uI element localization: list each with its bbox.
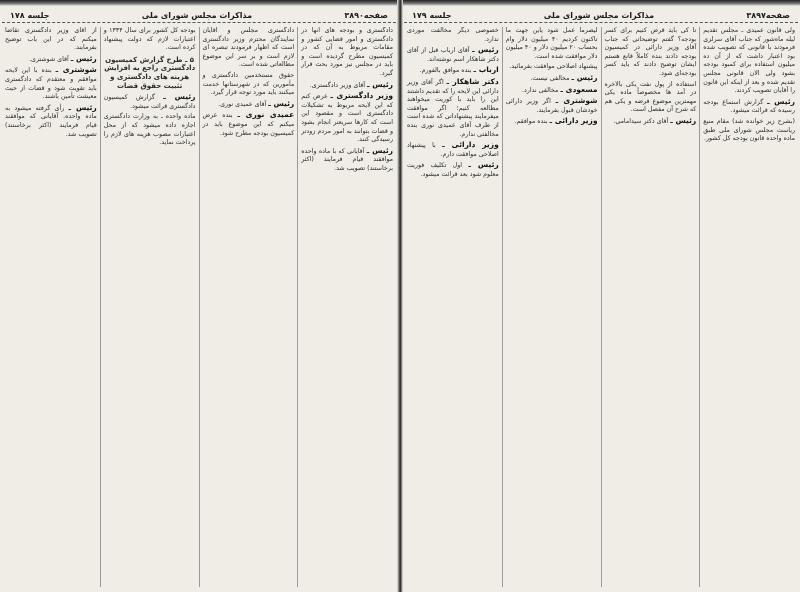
running-title: مذاکرات مجلس شورای ملی	[141, 10, 253, 20]
paragraph-text: آقایانی که با ماده واحده موافقند قیام فرمایند (اکثر برخاستند) تصویب شد.	[301, 147, 393, 172]
speaker-name: وزیر دادگستری ـ	[330, 91, 393, 101]
speaker-name: ارباب ـ	[473, 65, 499, 75]
right-page-columns	[404, 27, 798, 587]
book-gutter	[397, 0, 403, 592]
text-column	[2, 27, 100, 587]
paragraph-text: حقوق مستخدمین دادگستری و مأمورین که در شهرستانها خدمت میکنند باید مورد توجه قرار گیرد.	[202, 71, 295, 97]
paragraph	[605, 27, 697, 79]
paragraph-text: بنده موافق بالفورم.	[419, 67, 472, 75]
paragraph	[203, 72, 295, 98]
paragraph-text: لیصرما عمل شود یاین جهت ما تاکنون کردیم ۴۰ میلیون دلار وام بحساب ۲۰ میلیون دلار و ۴۰ میلیون دلار موافقت شده است.	[505, 27, 598, 60]
paragraph	[506, 63, 598, 72]
paragraph	[506, 117, 598, 127]
paragraph	[407, 78, 499, 139]
paragraph-text: بنده موافقم.	[514, 118, 548, 126]
paragraph	[407, 27, 499, 44]
paragraph	[407, 141, 499, 159]
paragraph-text: اگر آقای وزیر دارائی این لایحه را که تقدیم داشتند این را باید با کوریت میخواهند مطالعه کنیم؛ اگر موافقت میفرمایند پیشنهاداتی که شده است از طرف آقای عمیدی نوری بنده مخالفتی ندارم.	[407, 78, 499, 138]
section-heading: ۵ ـ طرح گزارش کمیسیون دادگستری راجع به افزایش هزینه های دادگستری و تثبیت حقوق قضات	[104, 55, 196, 90]
speaker-name: رئیس ـ	[472, 45, 499, 55]
right-page	[404, 8, 798, 592]
paragraph	[703, 27, 795, 96]
paragraph	[5, 55, 97, 65]
speaker-name: رئیس ـ	[366, 145, 393, 155]
speaker-name: مسعودی ـ	[560, 84, 598, 94]
speaker-name: وزیر دارائی ـ	[549, 116, 598, 126]
paragraph	[703, 118, 795, 144]
paragraph-text: بنده عرض میکنم که این موضوع باید در کمیسیون بودجه مطرح شود.	[202, 112, 295, 137]
speaker-name: رئیس ـ	[571, 72, 598, 82]
paragraph	[407, 161, 499, 179]
paragraph	[203, 111, 295, 138]
paragraph	[203, 27, 295, 70]
paragraph-text: خصوصی دیگر مخالفت موردی ندارد.	[407, 27, 499, 43]
paragraph	[605, 117, 697, 127]
paragraph-text: آقای ارباب قبل از آقای دکتر شاهکار اسم نوشته‌اند.	[407, 47, 499, 63]
speaker-name: عمیدی نوری ـ	[237, 110, 295, 120]
paragraph	[605, 81, 697, 115]
speaker-name: رئیس ـ	[268, 98, 295, 108]
paragraph-text: دادگستری و بودجه های آنها در دادگستری و امور قضایی کشور و مقامات مربوط به آن که در کمیسیون مطرح گردیده است و باید در مجلس نیز مورد بحث قرار گیرد.	[301, 27, 393, 77]
speaker-name: رئیس ـ	[70, 53, 97, 63]
page-number: صفحه۳۸۹۷	[746, 10, 790, 20]
speaker-name: رئیس ـ	[767, 96, 795, 106]
paragraph-text: رأی گرفته میشود به ماده واحده. آقایانی که موافقند قیام فرمایند (اکثر برخاستند) تصویب شد.	[5, 104, 97, 138]
paragraph-text: اول تکلیف فوریت معلوم شود بعد قرائت میشود.	[407, 162, 499, 178]
page-number: صفحه۳۸۹۰	[344, 10, 388, 20]
paragraph-text: ماده واحده ـ به وزارت دادگستری اجازه داده میشود که از محل اعتبارات مصوب هزینه های لازم را پرداخت نماید.	[103, 113, 196, 147]
paragraph-text: اگر وزیر دارائی خودشان قبول بفرمایند.	[505, 98, 598, 114]
paragraph	[703, 98, 795, 116]
right-page-header	[404, 8, 798, 23]
paragraph-text: پیشنهاد اصلاحی موافقت بفرمائید.	[509, 63, 598, 71]
paragraph	[301, 147, 393, 174]
paragraph-text: مخالفی ندارد.	[522, 86, 559, 94]
text-column	[404, 27, 502, 587]
text-column	[297, 27, 396, 587]
paragraph	[203, 100, 295, 110]
speaker-name: رئیس ـ	[163, 92, 196, 102]
paragraph-text: گزارش کمیسیون دادگستری قرائت میشود.	[103, 94, 196, 110]
speaker-name: شوشتری ـ	[555, 96, 598, 106]
paragraph	[5, 104, 97, 139]
paragraph-text: دادگستری مجلس و آقایان نمایندگان محترم وزیر دادگستری است که اظهار فرمودند تبصره ای لازم است و بر سر این موضوع مطالعاتی شده است.	[202, 27, 295, 69]
paragraph-text: استفاده از پول نفت یکی بالاخره در آمد ها مخصوصاً ماده یکی مهمترین موضوع فرضه و یکی هم که شرح آن مفصل است.	[604, 80, 697, 114]
paragraph-text: بنده با این لایحه موافقم و معتقدم که دادگستری باید تقویت شود و قضات از حیث معیشت تأمین باشند.	[5, 67, 97, 101]
speaker-name: رئیس ـ	[68, 102, 97, 112]
paragraph	[5, 66, 97, 101]
speaker-name: وزیر دارائی ـ	[442, 140, 499, 150]
paragraph-text: ولی قانون عمیدی ـ مجلس تقدیم لیله ماه‌شور که جناب آقای سرلزی فرمودند با قانونی که تصویب شده بود اعتبار داشت که از آن ده میلیون استفاده برای کمبود بودجه بشود ولی الان قانونی مجلس تقدیم شده و بعد از اینکه این قانون را آقایان تصویب کردند.	[703, 27, 795, 95]
left-page	[2, 8, 396, 592]
paragraph	[104, 113, 196, 147]
paragraph	[506, 97, 598, 115]
paragraph-text: عرض کنم که این لایحه مربوط به تشکیلات دادگستری است و مقصود این است که کارها سریعتر انجام بشود و قضات بتوانند به امور مردم زودتر رسیدگی کنند.	[301, 93, 393, 144]
speaker-name: رئیس ـ	[367, 79, 393, 89]
speaker-name: رئیس ـ	[468, 160, 499, 170]
session-number: جلسه ۱۷۹	[412, 10, 452, 20]
paragraph-text: بودجه کل کشور برای سال ۱۳۳۴ و اعتبارات لازم که دولت پیشنهاد کرده است.	[103, 27, 196, 52]
paragraph	[5, 27, 97, 53]
paragraph	[104, 27, 196, 53]
paragraph-text: تا کی باید قرض کنیم برای کسر بودجه؟ گفتم توضیحاتی که جناب آقای وزیر دارائی در کمیسیون بودجه دادند بنده کاملاً قانع هستم ایشان توضیح دادند که باید کسر بودجه‌ای شود.	[604, 27, 697, 77]
paragraph-text: گزارش استماع بودجه رسیده که قرائت میشود.	[703, 98, 795, 115]
paragraph-text: با پیشنهاد اصلاحی موافقت دارم.	[407, 142, 499, 158]
speaker-name: دکتر شاهکار ـ	[446, 76, 499, 86]
text-column	[502, 27, 601, 587]
text-column	[699, 27, 798, 587]
paragraph	[301, 81, 393, 91]
paragraph-text: آقای شوشتری.	[29, 55, 69, 63]
paragraph-text: آقای دکتر سیدامامی.	[613, 117, 669, 125]
paragraph-text: آقای وزیر دادگستری.	[309, 81, 365, 89]
paragraph-text: آقای عمیدی نوری.	[218, 100, 267, 108]
text-column	[199, 27, 298, 587]
paragraph	[506, 86, 598, 96]
left-page-header	[2, 8, 396, 23]
speaker-name: رئیس ـ	[670, 115, 697, 125]
paragraph	[301, 92, 393, 145]
paragraph	[407, 66, 499, 76]
session-number: جلسه ۱۷۸	[10, 10, 50, 20]
paragraph	[301, 27, 393, 79]
paragraph	[506, 74, 598, 84]
paragraph	[506, 27, 598, 61]
paragraph-text: (بشرح زیر خوانده شد) مقام منیع ریاست مجلس شورای ملی طبق ماده واحده قانون بودجه کل کشور.	[703, 117, 795, 143]
text-column	[601, 27, 700, 587]
paragraph-text: مخالفی نیست.	[530, 74, 570, 82]
text-column	[100, 27, 199, 587]
paragraph	[407, 46, 499, 64]
paragraph	[104, 93, 196, 111]
paragraph-text: از آقای وزیر دادگستری تقاضا میکنم که در این باب توضیح بفرمایند.	[5, 27, 97, 52]
left-page-columns	[2, 27, 396, 587]
running-title: مذاکرات مجلس شورای ملی	[543, 10, 655, 20]
speaker-name: شوشتری ـ	[55, 65, 97, 75]
